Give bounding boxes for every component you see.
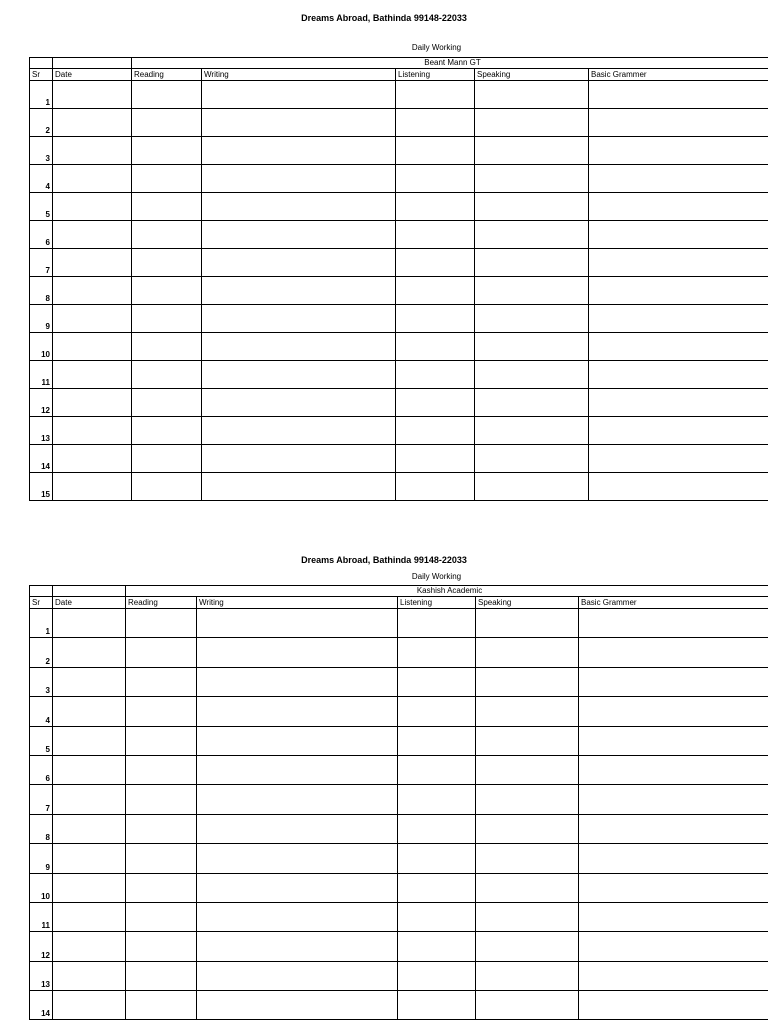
table-row bbox=[30, 389, 768, 417]
cell-writing[interactable] bbox=[202, 417, 396, 445]
cell-basic-grammer[interactable] bbox=[579, 932, 768, 961]
cell-speaking[interactable] bbox=[475, 333, 589, 361]
cell-date[interactable] bbox=[53, 445, 132, 473]
cell-writing[interactable] bbox=[197, 755, 398, 784]
cell-writing[interactable] bbox=[197, 726, 398, 755]
cell-listening[interactable] bbox=[398, 697, 476, 726]
row-number: 2 bbox=[30, 109, 53, 137]
cell-listening[interactable] bbox=[396, 81, 475, 109]
org-line: Dreams Abroad, Bathinda 99148-22033 bbox=[301, 555, 467, 565]
cell-speaking[interactable] bbox=[475, 81, 589, 109]
table-row bbox=[30, 193, 768, 221]
student-name: Kashish Academic bbox=[126, 586, 768, 597]
table-row bbox=[30, 109, 768, 137]
cell-listening[interactable] bbox=[398, 932, 476, 961]
cell-date[interactable] bbox=[53, 814, 126, 843]
cell-reading[interactable] bbox=[126, 609, 197, 638]
cell-date[interactable] bbox=[53, 902, 126, 931]
cell-basic-grammer[interactable] bbox=[579, 638, 768, 667]
table-row bbox=[30, 638, 768, 667]
table-row bbox=[30, 991, 768, 1020]
header-sr: Sr bbox=[30, 69, 53, 81]
cell-date[interactable] bbox=[53, 873, 126, 902]
cell-speaking[interactable] bbox=[475, 193, 589, 221]
table-row bbox=[30, 873, 768, 902]
cell-reading[interactable] bbox=[126, 873, 197, 902]
cell-reading[interactable] bbox=[126, 902, 197, 931]
worksheet-table bbox=[29, 57, 768, 501]
cell-basic-grammer[interactable] bbox=[589, 445, 768, 473]
cell-writing[interactable] bbox=[197, 667, 398, 696]
cell-listening[interactable] bbox=[398, 667, 476, 696]
table-row bbox=[30, 961, 768, 990]
header-date: Date bbox=[53, 69, 132, 81]
table-row bbox=[30, 726, 768, 755]
cell-reading[interactable] bbox=[132, 137, 202, 165]
cell-basic-grammer[interactable] bbox=[589, 277, 768, 305]
cell-reading[interactable] bbox=[132, 277, 202, 305]
cell-basic-grammer[interactable] bbox=[579, 667, 768, 696]
cell-listening[interactable] bbox=[396, 417, 475, 445]
cell-speaking[interactable] bbox=[476, 726, 579, 755]
cell-speaking[interactable] bbox=[476, 785, 579, 814]
cell-basic-grammer[interactable] bbox=[579, 726, 768, 755]
cell-reading[interactable] bbox=[132, 221, 202, 249]
cell-reading[interactable] bbox=[132, 445, 202, 473]
cell-speaking[interactable] bbox=[476, 991, 579, 1020]
row-number: 2 bbox=[30, 638, 53, 667]
cell-speaking[interactable] bbox=[475, 249, 589, 277]
cell-date[interactable] bbox=[53, 165, 132, 193]
row-number: 6 bbox=[30, 755, 53, 784]
row-number: 13 bbox=[30, 961, 53, 990]
cell-date[interactable] bbox=[53, 389, 132, 417]
cell-date[interactable] bbox=[53, 109, 132, 137]
cell-date[interactable] bbox=[53, 193, 132, 221]
cell-listening[interactable] bbox=[398, 638, 476, 667]
row-number: 5 bbox=[30, 726, 53, 755]
cell-date[interactable] bbox=[53, 221, 132, 249]
header-listening: Listening bbox=[398, 597, 476, 609]
table-row bbox=[30, 814, 768, 843]
cell-writing[interactable] bbox=[202, 137, 396, 165]
header-date: Date bbox=[53, 597, 126, 609]
table-row bbox=[30, 417, 768, 445]
header-sr: Sr bbox=[30, 597, 53, 609]
row-number: 10 bbox=[30, 873, 53, 902]
cell-reading[interactable] bbox=[132, 361, 202, 389]
worksheet-table bbox=[29, 585, 768, 1020]
cell-writing[interactable] bbox=[197, 902, 398, 931]
cell-reading[interactable] bbox=[132, 389, 202, 417]
cell-reading[interactable] bbox=[126, 638, 197, 667]
cell-reading[interactable] bbox=[132, 473, 202, 501]
cell-date[interactable] bbox=[53, 932, 126, 961]
cell-reading[interactable] bbox=[126, 726, 197, 755]
table-row bbox=[30, 361, 768, 389]
cell-listening[interactable] bbox=[396, 249, 475, 277]
table-row bbox=[30, 445, 768, 473]
cell-basic-grammer[interactable] bbox=[579, 814, 768, 843]
table-row bbox=[30, 473, 768, 501]
cell-basic-grammer[interactable] bbox=[579, 697, 768, 726]
cell-basic-grammer[interactable] bbox=[589, 81, 768, 109]
cell-reading[interactable] bbox=[126, 755, 197, 784]
cell-date[interactable] bbox=[53, 137, 132, 165]
row-number: 12 bbox=[30, 932, 53, 961]
table-row bbox=[30, 932, 768, 961]
cell-writing[interactable] bbox=[202, 333, 396, 361]
cell-speaking[interactable] bbox=[475, 361, 589, 389]
header-writing: Writing bbox=[197, 597, 398, 609]
cell-date[interactable] bbox=[53, 609, 126, 638]
cell-writing[interactable] bbox=[202, 109, 396, 137]
table-row bbox=[30, 277, 768, 305]
cell-speaking[interactable] bbox=[476, 961, 579, 990]
cell-writing[interactable] bbox=[202, 389, 396, 417]
cell-speaking[interactable] bbox=[475, 277, 589, 305]
cell-listening[interactable] bbox=[396, 221, 475, 249]
row-number: 5 bbox=[30, 193, 53, 221]
cell-writing[interactable] bbox=[202, 361, 396, 389]
cell-reading[interactable] bbox=[132, 249, 202, 277]
cell-writing[interactable] bbox=[202, 277, 396, 305]
cell-date[interactable] bbox=[53, 961, 126, 990]
cell-speaking[interactable] bbox=[475, 305, 589, 333]
cell-basic-grammer[interactable] bbox=[589, 417, 768, 445]
cell-listening[interactable] bbox=[396, 473, 475, 501]
row-number: 14 bbox=[30, 445, 53, 473]
cell-listening[interactable] bbox=[398, 755, 476, 784]
table-row bbox=[30, 249, 768, 277]
cell-speaking[interactable] bbox=[475, 473, 589, 501]
cell-date[interactable] bbox=[53, 249, 132, 277]
row-number: 8 bbox=[30, 277, 53, 305]
header-listening: Listening bbox=[396, 69, 475, 81]
cell-speaking[interactable] bbox=[475, 109, 589, 137]
cell-writing[interactable] bbox=[202, 249, 396, 277]
cell-basic-grammer[interactable] bbox=[579, 873, 768, 902]
cell-basic-grammer[interactable] bbox=[579, 785, 768, 814]
row-number: 1 bbox=[30, 81, 53, 109]
cell-date[interactable] bbox=[53, 667, 126, 696]
header-basic-grammer: Basic Grammer bbox=[579, 597, 768, 609]
cell-listening[interactable] bbox=[396, 137, 475, 165]
table-row bbox=[30, 785, 768, 814]
cell-writing[interactable] bbox=[202, 81, 396, 109]
header-reading: Reading bbox=[126, 597, 197, 609]
cell-writing[interactable] bbox=[197, 638, 398, 667]
row-number: 3 bbox=[30, 137, 53, 165]
table-row bbox=[30, 221, 768, 249]
cell-speaking[interactable] bbox=[476, 638, 579, 667]
cell-date[interactable] bbox=[53, 81, 132, 109]
cell-basic-grammer[interactable] bbox=[589, 473, 768, 501]
cell-listening[interactable] bbox=[396, 109, 475, 137]
cell-date[interactable] bbox=[53, 333, 132, 361]
row-number: 11 bbox=[30, 361, 53, 389]
table-row bbox=[30, 609, 768, 638]
cell-basic-grammer[interactable] bbox=[589, 109, 768, 137]
cell-writing[interactable] bbox=[197, 785, 398, 814]
cell-speaking[interactable] bbox=[475, 165, 589, 193]
cell-basic-grammer[interactable] bbox=[589, 165, 768, 193]
table-row bbox=[30, 305, 768, 333]
cell-speaking[interactable] bbox=[476, 873, 579, 902]
row-number: 1 bbox=[30, 609, 53, 638]
cell-date[interactable] bbox=[53, 305, 132, 333]
cell-date[interactable] bbox=[53, 417, 132, 445]
cell-listening[interactable] bbox=[396, 445, 475, 473]
cell-writing[interactable] bbox=[197, 609, 398, 638]
cell-basic-grammer[interactable] bbox=[579, 844, 768, 873]
table-row bbox=[30, 81, 768, 109]
cell-reading[interactable] bbox=[132, 81, 202, 109]
cell-reading[interactable] bbox=[132, 193, 202, 221]
cell-speaking[interactable] bbox=[476, 932, 579, 961]
table-row bbox=[30, 165, 768, 193]
header-speaking: Speaking bbox=[476, 597, 579, 609]
row-number: 14 bbox=[30, 991, 53, 1020]
header-speaking: Speaking bbox=[475, 69, 589, 81]
table-row bbox=[30, 902, 768, 931]
header-basic-grammer: Basic Grammer bbox=[589, 69, 768, 81]
cell-writing[interactable] bbox=[197, 873, 398, 902]
cell-speaking[interactable] bbox=[476, 902, 579, 931]
cell-writing[interactable] bbox=[202, 473, 396, 501]
row-number: 10 bbox=[30, 333, 53, 361]
cell-speaking[interactable] bbox=[475, 389, 589, 417]
student-name: Beant Mann GT bbox=[132, 58, 768, 69]
cell-speaking[interactable] bbox=[476, 609, 579, 638]
cell-speaking[interactable] bbox=[475, 221, 589, 249]
row-number: 6 bbox=[30, 221, 53, 249]
cell-listening[interactable] bbox=[396, 333, 475, 361]
cell-writing[interactable] bbox=[202, 305, 396, 333]
cell-basic-grammer[interactable] bbox=[579, 991, 768, 1020]
cell-date[interactable] bbox=[53, 991, 126, 1020]
row-number: 9 bbox=[30, 844, 53, 873]
row-number: 7 bbox=[30, 785, 53, 814]
row-number: 12 bbox=[30, 389, 53, 417]
cell-date[interactable] bbox=[53, 638, 126, 667]
cell-speaking[interactable] bbox=[476, 755, 579, 784]
cell-speaking[interactable] bbox=[476, 697, 579, 726]
cell-listening[interactable] bbox=[398, 873, 476, 902]
cell-writing[interactable] bbox=[197, 844, 398, 873]
cell-speaking[interactable] bbox=[476, 844, 579, 873]
cell-listening[interactable] bbox=[398, 726, 476, 755]
table-row bbox=[30, 844, 768, 873]
cell-writing[interactable] bbox=[202, 193, 396, 221]
cell-reading[interactable] bbox=[126, 961, 197, 990]
cell-listening[interactable] bbox=[396, 361, 475, 389]
cell-writing[interactable] bbox=[202, 165, 396, 193]
row-number: 15 bbox=[30, 473, 53, 501]
cell-writing[interactable] bbox=[202, 445, 396, 473]
cell-basic-grammer[interactable] bbox=[589, 305, 768, 333]
cell-date[interactable] bbox=[53, 844, 126, 873]
org-line: Dreams Abroad, Bathinda 99148-22033 bbox=[301, 13, 467, 23]
table-row bbox=[30, 697, 768, 726]
row-number: 13 bbox=[30, 417, 53, 445]
cell-listening[interactable] bbox=[396, 305, 475, 333]
cell-date[interactable] bbox=[53, 277, 132, 305]
cell-basic-grammer[interactable] bbox=[579, 755, 768, 784]
cell-speaking[interactable] bbox=[475, 137, 589, 165]
table-row bbox=[30, 755, 768, 784]
cell-listening[interactable] bbox=[398, 609, 476, 638]
row-number: 7 bbox=[30, 249, 53, 277]
cell-listening[interactable] bbox=[398, 991, 476, 1020]
cell-listening[interactable] bbox=[396, 193, 475, 221]
cell-reading[interactable] bbox=[126, 667, 197, 696]
row-number: 9 bbox=[30, 305, 53, 333]
row-number: 4 bbox=[30, 697, 53, 726]
cell-writing[interactable] bbox=[202, 221, 396, 249]
cell-listening[interactable] bbox=[396, 165, 475, 193]
cell-basic-grammer[interactable] bbox=[589, 249, 768, 277]
cell-basic-grammer[interactable] bbox=[579, 902, 768, 931]
cell-reading[interactable] bbox=[126, 814, 197, 843]
cell-reading[interactable] bbox=[132, 333, 202, 361]
cell-basic-grammer[interactable] bbox=[589, 389, 768, 417]
cell-writing[interactable] bbox=[197, 932, 398, 961]
cell-reading[interactable] bbox=[126, 991, 197, 1020]
cell-date[interactable] bbox=[53, 755, 126, 784]
cell-speaking[interactable] bbox=[476, 814, 579, 843]
cell-reading[interactable] bbox=[132, 109, 202, 137]
cell-reading[interactable] bbox=[126, 697, 197, 726]
sheet-subtitle: Daily Working bbox=[411, 572, 462, 581]
cell-listening[interactable] bbox=[398, 785, 476, 814]
cell-listening[interactable] bbox=[396, 277, 475, 305]
sheet-subtitle: Daily Working bbox=[411, 43, 462, 52]
row-number: 3 bbox=[30, 667, 53, 696]
cell-basic-grammer[interactable] bbox=[579, 609, 768, 638]
table-row bbox=[30, 333, 768, 361]
header-reading: Reading bbox=[132, 69, 202, 81]
cell-listening[interactable] bbox=[398, 844, 476, 873]
cell-listening[interactable] bbox=[398, 814, 476, 843]
row-number: 11 bbox=[30, 902, 53, 931]
cell-date[interactable] bbox=[53, 473, 132, 501]
cell-date[interactable] bbox=[53, 697, 126, 726]
cell-date[interactable] bbox=[53, 726, 126, 755]
cell-basic-grammer[interactable] bbox=[589, 193, 768, 221]
header-writing: Writing bbox=[202, 69, 396, 81]
cell-reading[interactable] bbox=[132, 417, 202, 445]
cell-basic-grammer[interactable] bbox=[589, 333, 768, 361]
cell-basic-grammer[interactable] bbox=[589, 221, 768, 249]
table-row bbox=[30, 137, 768, 165]
cell-date[interactable] bbox=[53, 785, 126, 814]
cell-writing[interactable] bbox=[197, 991, 398, 1020]
cell-basic-grammer[interactable] bbox=[589, 137, 768, 165]
cell-reading[interactable] bbox=[126, 785, 197, 814]
cell-speaking[interactable] bbox=[476, 667, 579, 696]
cell-speaking[interactable] bbox=[475, 445, 589, 473]
cell-speaking[interactable] bbox=[475, 417, 589, 445]
row-number: 4 bbox=[30, 165, 53, 193]
cell-listening[interactable] bbox=[396, 389, 475, 417]
cell-basic-grammer[interactable] bbox=[579, 961, 768, 990]
cell-reading[interactable] bbox=[132, 305, 202, 333]
cell-writing[interactable] bbox=[197, 814, 398, 843]
table-row bbox=[30, 667, 768, 696]
cell-listening[interactable] bbox=[398, 902, 476, 931]
cell-writing[interactable] bbox=[197, 961, 398, 990]
cell-reading[interactable] bbox=[132, 165, 202, 193]
row-number: 8 bbox=[30, 814, 53, 843]
cell-writing[interactable] bbox=[197, 697, 398, 726]
cell-listening[interactable] bbox=[398, 961, 476, 990]
cell-reading[interactable] bbox=[126, 932, 197, 961]
cell-reading[interactable] bbox=[126, 844, 197, 873]
cell-basic-grammer[interactable] bbox=[589, 361, 768, 389]
cell-date[interactable] bbox=[53, 361, 132, 389]
